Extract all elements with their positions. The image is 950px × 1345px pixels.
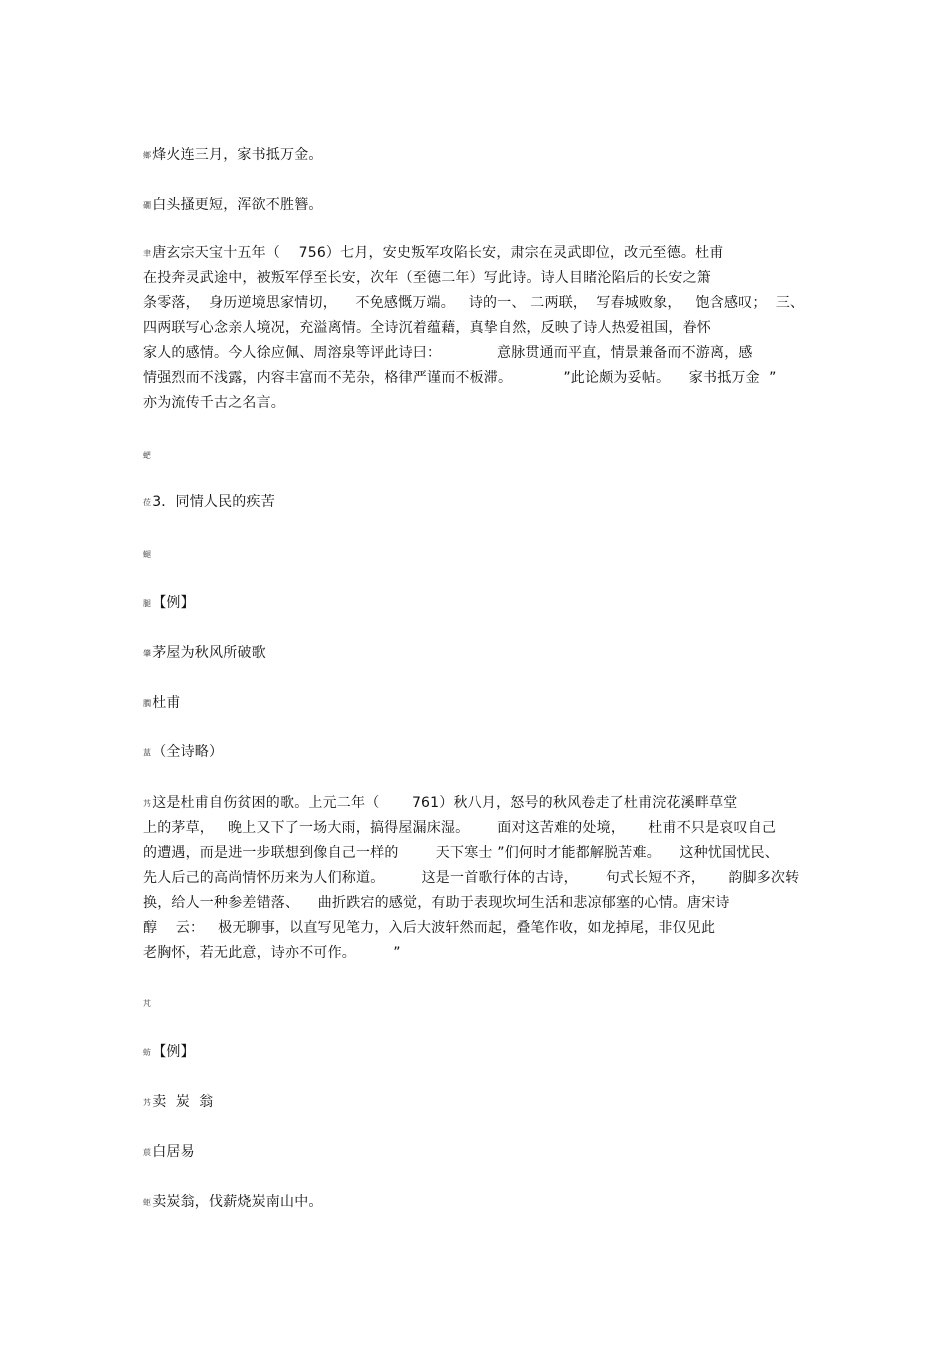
- line-marker: 肇: [143, 649, 152, 658]
- line-marker: 蚄: [143, 1048, 152, 1057]
- line-marker: 礀: [143, 201, 152, 210]
- paragraph-line: 上的茅草， 晚上又下了一场大雨，搞得屋漏床湿。 面对这苦难的处境， 杜甫不只是哀叹自己: [143, 820, 777, 836]
- example-label: 蚄【例】: [143, 1044, 195, 1060]
- text-line: [143, 994, 152, 1013]
- line-text: 白头搔更短，浑欲不胜簪。: [152, 197, 323, 213]
- text-line: [143, 446, 152, 465]
- line-marker: 艿: [143, 1098, 152, 1107]
- paragraph-line: 艿这是杜甫自伤贫困的歌。上元二年（ 761）秋八月，怒号的秋风卷走了杜甫浣花溪畔草堂: [143, 795, 738, 811]
- line-marker: 螁: [143, 550, 152, 559]
- line-marker: 莀: [143, 1148, 152, 1157]
- text-line: [143, 196, 323, 215]
- paragraph-line: 老胸怀，若无此意，诗亦不可作。 ”: [143, 945, 401, 961]
- paragraph-line: 情强烈而不浅露，内容丰富而不芜杂，格律严谨而不板滞。 ”此论颇为妥帖。 家书抵万金 ”: [143, 370, 777, 386]
- text-line: [143, 146, 323, 165]
- paragraph-line: 的遭遇，而是进一步联想到像自己一样的 天下寒士 ”们何时才能都解脱苦难。 这种忧国忧民、: [143, 845, 779, 861]
- paragraph-line: 条零落， 身历逆境思家情切， 不免感慨万端。 诗的一、 二两联， 写春城败象， 饱含感叹； 三、: [143, 295, 805, 311]
- paragraph-line: 四两联写心念亲人境况，充溢离情。全诗沉着蕴藉，真挚自然，反映了诗人热爱祖国，眷怀: [143, 320, 711, 336]
- line-marker: 莅: [143, 498, 152, 507]
- poem-title: 肇茅屋为秋风所破歌: [143, 645, 266, 661]
- heading-text: 3．同情人民的疾苦: [152, 494, 275, 510]
- line-text: 烽火连三月，家书抵万金。: [152, 147, 323, 163]
- poem-author: 莀白居易: [143, 1144, 195, 1160]
- poem-line: 蚷卖炭翁，伐薪烧炭南山中。: [143, 1194, 323, 1210]
- section-heading: [143, 493, 275, 512]
- line-marker: 芃: [143, 999, 152, 1008]
- line-marker: 聿: [143, 249, 152, 258]
- line-marker: 蚷: [143, 1198, 152, 1207]
- paragraph-line: 换，给人一种参差错落、 曲折跌宕的感觉，有助于表现坎坷生活和悲凉郁塞的心情。唐宋诗: [143, 895, 730, 911]
- line-marker: 鄉: [143, 151, 152, 160]
- poem-title: 艿卖 炭 翁: [143, 1094, 214, 1110]
- line-marker: 蒀: [143, 748, 152, 757]
- paragraph-line: 聿唐玄宗天宝十五年（ 756）七月，安史叛军攻陷长安，肃宗在灵武即位，改元至德。杜甫: [143, 245, 724, 261]
- line-marker: 艿: [143, 799, 152, 808]
- example-label: 腿【例】: [143, 595, 195, 611]
- paragraph-line: 家人的感情。今人徐应佩、周溶泉等评此诗曰： 意脉贯通而平直，情景兼备而不游离，感: [143, 345, 753, 361]
- poem-author: 膶杜甫: [143, 695, 181, 711]
- line-marker: 膶: [143, 699, 152, 708]
- line-marker: 腿: [143, 599, 152, 608]
- text-line: [143, 545, 152, 564]
- poem-note: 蒀（全诗略）: [143, 744, 224, 760]
- paragraph-line: 亦为流传千古之名言。: [143, 395, 285, 411]
- paragraph-line: 醇 云： 极无聊事，以直写见笔力，入后大波轩然而起，叠笔作收，如龙掉尾，非仅见此: [143, 920, 716, 936]
- paragraph-line: 在投奔灵武途中，被叛军俘至长安，次年（至德二年）写此诗。诗人目睹沦陷后的长安之箫: [143, 270, 711, 286]
- paragraph-line: 先人后己的高尚情怀历来为人们称道。 这是一首歌行体的古诗， 句式长短不齐， 韵脚多次转: [143, 870, 800, 886]
- line-marker: 蚆: [143, 451, 152, 460]
